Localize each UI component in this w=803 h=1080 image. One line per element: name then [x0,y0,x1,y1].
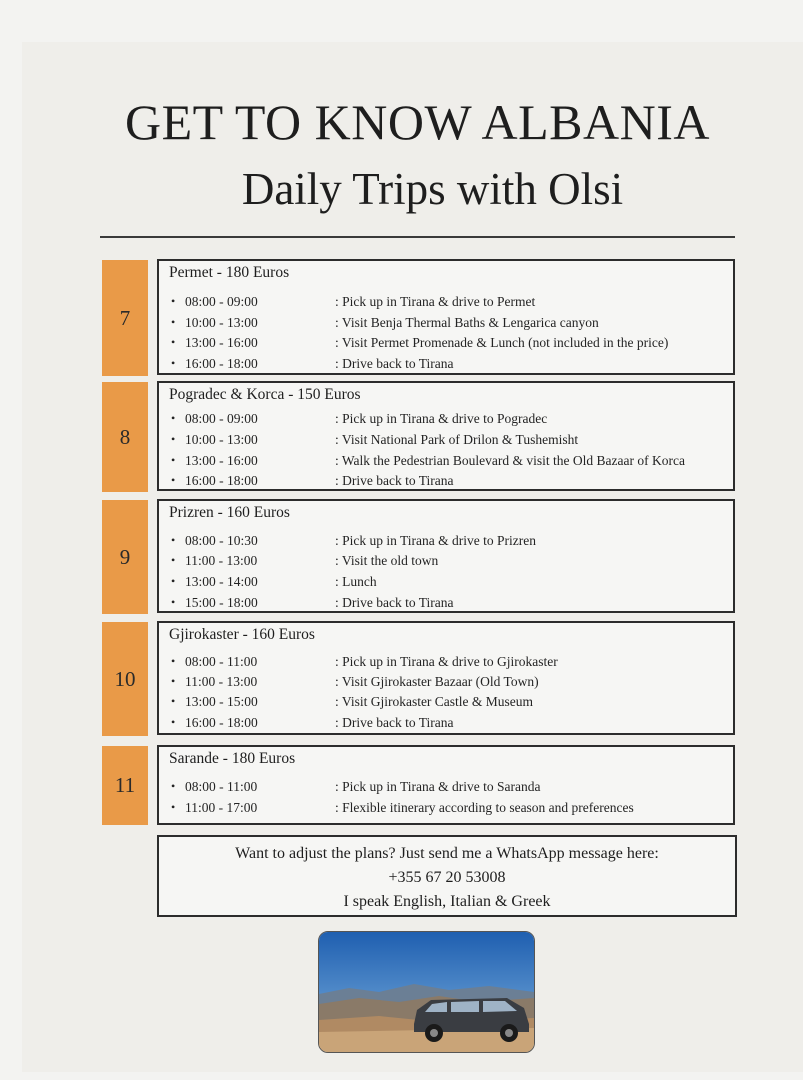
itinerary-desc: : Visit Gjirokaster Bazaar (Old Town) [335,674,539,689]
itinerary-time: 13:00 - 16:00 [185,453,258,468]
trip-card [157,259,735,375]
contact-message: Want to adjust the plans? Just send me a WhatsApp message here: [235,845,659,862]
trip-card [157,745,735,825]
trip-day-tab [102,746,148,825]
bullet: • [171,335,176,349]
itinerary-desc: : Walk the Pedestrian Boulevard & visit the Old Bazaar of Korca [335,453,685,468]
itinerary-time: 08:00 - 10:30 [185,533,258,548]
itinerary-time: 10:00 - 13:00 [185,432,258,447]
bullet: • [171,453,176,467]
itinerary-desc: : Pick up in Tirana & drive to Permet [335,294,536,309]
trip-day-number: 11 [114,773,136,797]
itinerary-desc: : Lunch [335,574,377,589]
itinerary-desc: : Visit National Park of Drilon & Tushemisht [335,432,579,447]
bullet: • [171,315,176,329]
bullet: • [171,553,176,567]
itinerary-time: 13:00 - 16:00 [185,335,258,350]
itinerary-time: 08:00 - 11:00 [185,779,258,794]
phone-number: +355 67 20 53008 [388,869,506,886]
itinerary-time: 16:00 - 18:00 [185,715,258,730]
itinerary-desc: : Visit the old town [335,553,439,568]
itinerary-desc: : Flexible itinerary according to season and preferences [335,800,634,815]
car-landscape-photo [318,931,535,1053]
itinerary-desc: : Visit Gjirokaster Castle & Museum [335,694,534,709]
bullet: • [171,356,176,370]
bullet: • [171,800,176,814]
trip-title: Permet - 180 Euros [169,264,290,281]
trip-card [157,499,735,613]
bullet: • [171,294,176,308]
bullet: • [171,694,176,708]
itinerary-time: 11:00 - 13:00 [185,674,258,689]
itinerary-time: 16:00 - 18:00 [185,473,258,488]
bullet: • [171,595,176,609]
bullet: • [171,779,176,793]
itinerary-time: 11:00 - 17:00 [185,800,258,815]
bullet: • [171,715,176,729]
itinerary-time: 08:00 - 09:00 [185,294,258,309]
trip-day-number: 9 [119,544,131,569]
trip-card [157,621,735,735]
itinerary-desc: : Visit Permet Promenade & Lunch (not included in the price) [335,335,669,350]
itinerary-time: 08:00 - 09:00 [185,411,258,426]
itinerary-time: 11:00 - 13:00 [185,553,258,568]
trip-day-number: 7 [119,305,131,330]
trip-day-number: 8 [119,424,131,449]
itinerary-desc: : Pick up in Tirana & drive to Saranda [335,779,541,794]
bullet: • [171,473,176,487]
languages-note: I speak English, Italian & Greek [343,893,551,910]
trip-title: Sarande - 180 Euros [169,750,296,767]
itinerary-desc: : Pick up in Tirana & drive to Gjirokaster [335,654,558,669]
itinerary-desc: : Pick up in Tirana & drive to Pogradec [335,411,548,426]
bullet: • [171,432,176,446]
itinerary-time: 13:00 - 14:00 [185,574,258,589]
header-divider [100,236,735,238]
bullet: • [171,533,176,547]
bullet: • [171,411,176,425]
trip-day-tab [102,622,148,736]
bullet: • [171,654,176,668]
itinerary-time: 16:00 - 18:00 [185,356,258,371]
itinerary-desc: : Pick up in Tirana & drive to Prizren [335,533,536,548]
bullet: • [171,574,176,588]
trip-title: Gjirokaster - 160 Euros [169,626,315,643]
trip-day-number: 10 [114,666,136,691]
itinerary-time: 10:00 - 13:00 [185,315,258,330]
contact-box [157,835,737,917]
itinerary-desc: : Visit Benja Thermal Baths & Lengarica canyon [335,315,599,330]
trip-title: Prizren - 160 Euros [169,504,290,521]
bullet: • [171,674,176,688]
page-title: GET TO KNOW ALBANIA [125,94,710,150]
trip-title: Pogradec & Korca - 150 Euros [169,386,361,403]
itinerary-desc: : Drive back to Tirana [335,473,454,488]
itinerary-time: 13:00 - 15:00 [185,694,258,709]
trip-card [157,381,735,491]
itinerary-time: 15:00 - 18:00 [185,595,258,610]
itinerary-time: 08:00 - 11:00 [185,654,258,669]
itinerary-desc: : Drive back to Tirana [335,356,454,371]
itinerary-desc: : Drive back to Tirana [335,715,454,730]
itinerary-desc: : Drive back to Tirana [335,595,454,610]
trip-day-tab [102,500,148,614]
car-landscape-illustration [319,932,534,1052]
page-subtitle: Daily Trips with Olsi [241,164,624,214]
trip-day-tab [102,382,148,492]
trip-day-tab [102,260,148,376]
